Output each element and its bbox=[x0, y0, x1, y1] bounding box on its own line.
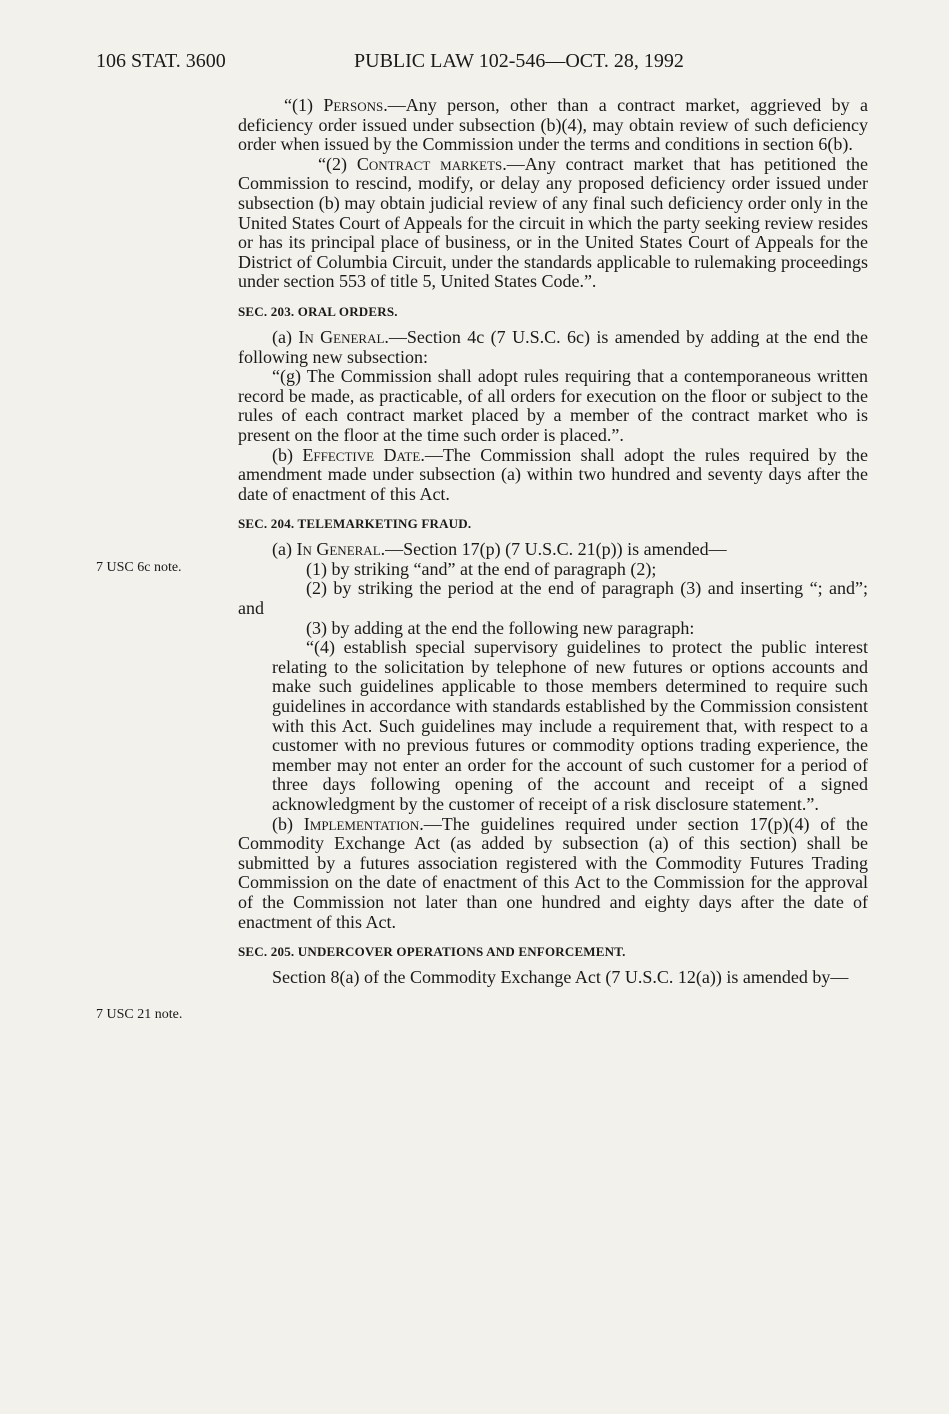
paragraph-203-b: (b) Effective Date.—The Commission shall adopt the rules required by the amendment made under subsection (a) within two hundred and seventy days after the date of enactment of this Act. bbox=[238, 444, 868, 504]
page-header bbox=[96, 50, 776, 80]
section-heading-205: SEC. 205. UNDERCOVER OPERATIONS AND ENFORCEMENT. bbox=[238, 944, 626, 960]
heading-in-general-204: In General bbox=[296, 539, 381, 560]
paragraph-204-b: (b) Implementation.—The guidelines required under section 17(p)(4) of the Commodity Exchange Act (as added by subsection (a) of this section) shall be submitted by a futures association registered with the Commodity Futures Trading Commission on the date of enactment of this Act to the Commission for the approval of the Commission not later than one hundred and eighty days after the date of enactment of this Act. bbox=[238, 813, 868, 932]
paragraph-204-item-1: (1) by striking “and” at the end of paragraph (2); bbox=[306, 558, 657, 579]
paragraph-204-item-4: “(4) establish special supervisory guidelines to protect the public interest relating to the solicitation by telephone of new futures or options accounts and make such guidelines applicable to those members determined to require such guidelines in accordance with standards established by the Commission consistent with this Act. Such guidelines may include a requirement that, with respect to a customer with no previous futures or commodity options trading experience, the member may not enter an order for the account of such customer for a period of three days following opening of the account and receipt of a signed acknowledgment by the customer of receipt of a risk disclosure statement.”. bbox=[272, 637, 868, 814]
document-body bbox=[238, 96, 868, 988]
paragraph-204-a: (a) In General.—Section 17(p) (7 U.S.C. 21(p)) is amended— bbox=[272, 539, 727, 560]
heading-implementation: Implementation bbox=[303, 813, 420, 834]
section-heading-203: SEC. 203. ORAL ORDERS. bbox=[238, 303, 398, 319]
paragraph-204-item-3: (3) by adding at the end the following new paragraph: bbox=[306, 617, 695, 638]
paragraph-203-a: (a) In General.—Section 4c (7 U.S.C. 6c) is amended by adding at the end the following new subsection: bbox=[238, 326, 868, 367]
paragraph-persons: “(1) Persons.—Any person, other than a contract market, aggrieved by a deficiency order issued under subsection (b)(4), may obtain review of such deficiency order when issued by the Commission under the terms and conditions in section 6(b). bbox=[238, 95, 868, 155]
section-heading-204: SEC. 204. TELEMARKETING FRAUD. bbox=[238, 516, 472, 532]
heading-in-general-203: In General bbox=[298, 326, 385, 347]
running-title: PUBLIC LAW 102-546—OCT. 28, 1992 bbox=[354, 50, 684, 72]
margin-note-6c: 7 USC 6c note. bbox=[96, 560, 182, 575]
margin-note-21: 7 USC 21 note. bbox=[96, 1007, 183, 1022]
paragraph-204-item-2: (2) by striking the period at the end of paragraph (3) and inserting “; and”; and bbox=[238, 578, 868, 619]
heading-contract-markets: Contract markets bbox=[356, 153, 503, 174]
paragraph-205: Section 8(a) of the Commodity Exchange Act (7 U.S.C. 12(a)) is amended by— bbox=[272, 967, 849, 988]
paragraph-203-g: “(g) The Commission shall adopt rules requiring that a contemporaneous written record be made, as practicable, of all orders for execution on the floor or subject to the rules of each contract market placed by a member of the contract market who is present on the floor at the time such order is placed.”. bbox=[238, 366, 868, 445]
paragraph-contract-markets: “(2) Contract markets.—Any contract market that has petitioned the Commission to rescind, modify, or delay any proposed deficiency order issued under subsection (b) may obtain judicial review of any final such deficiency order only in the United States Court of Appeals for the circuit in which the party seeking review resides or has its principal place of business, or in the United States Court of Appeals for the District of Columbia Circuit, under the standards applicable to rulemaking proceedings under section 553 of title 5, United States Code.”. bbox=[238, 153, 868, 292]
statute-page-number: 106 STAT. 3600 bbox=[96, 50, 226, 72]
heading-effective-date: Effective Date bbox=[302, 444, 421, 465]
heading-persons: Persons bbox=[323, 95, 384, 115]
